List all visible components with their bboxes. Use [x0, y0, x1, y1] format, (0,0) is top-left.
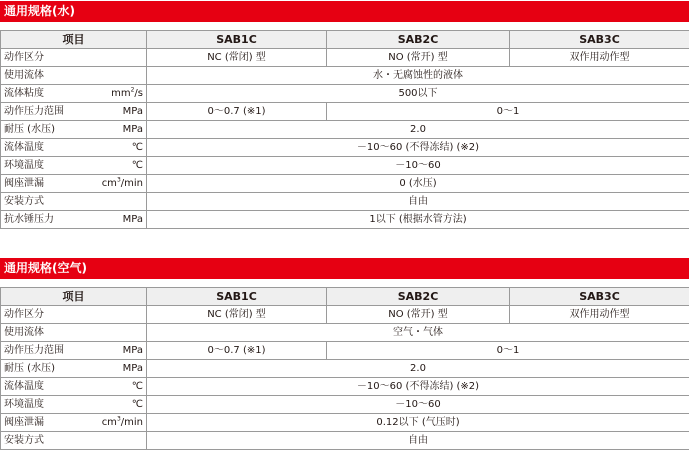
section-title-air: 通用规格(空气): [0, 258, 689, 279]
row-unit: MPa: [97, 121, 147, 139]
row-label: 流体温度: [1, 139, 97, 157]
row-label: 耐压 (水压): [1, 121, 97, 139]
row-unit: ℃: [97, 396, 147, 414]
table-header-row: [1, 31, 689, 49]
cell-value: 0～1: [327, 103, 689, 121]
cell-value: 0～0.7 (※1): [147, 342, 327, 360]
table-row: [1, 49, 689, 67]
row-unit: ℃: [97, 378, 147, 396]
cell-value: －10～60: [147, 157, 689, 175]
row-label: 安装方式: [1, 432, 147, 450]
cell-value: 双作用动作型: [510, 306, 689, 324]
row-label: 使用流体: [1, 67, 147, 85]
row-label: 流体粘度: [1, 85, 97, 103]
row-label: 抗水锤压力: [1, 211, 97, 229]
cell-value: NC (常闭) 型: [147, 306, 327, 324]
table-row: [1, 432, 689, 450]
header-item: 项目: [1, 288, 147, 306]
row-label: 动作压力范围: [1, 103, 97, 121]
header-sab2c: SAB2C: [327, 31, 510, 49]
row-unit: $mm^2/s$: [97, 85, 147, 103]
table-row: [1, 175, 689, 193]
cell-value: NC (常闭) 型: [147, 49, 327, 67]
table-row: [1, 103, 689, 121]
cell-value: －10～60 (不得冻结) (※2): [147, 139, 689, 157]
cell-value: 双作用动作型: [510, 49, 689, 67]
row-unit: MPa: [97, 342, 147, 360]
table-row: [1, 396, 689, 414]
table-row: [1, 85, 689, 103]
table-row: [1, 121, 689, 139]
cell-value: －10～60 (不得冻结) (※2): [147, 378, 689, 396]
table-row: [1, 414, 689, 432]
header-sab3c: SAB3C: [510, 31, 689, 49]
row-label: 环境温度: [1, 157, 97, 175]
table-row: [1, 378, 689, 396]
row-label: 阀座泄漏: [1, 414, 97, 432]
table-row: [1, 360, 689, 378]
row-label: 动作压力范围: [1, 342, 97, 360]
row-label: 阀座泄漏: [1, 175, 97, 193]
spec-table-water: [0, 30, 689, 229]
row-unit: MPa: [97, 211, 147, 229]
cell-value: 2.0: [147, 121, 689, 139]
cell-value: NO (常开) 型: [327, 306, 510, 324]
table-row: [1, 157, 689, 175]
cell-value: NO (常开) 型: [327, 49, 510, 67]
cell-value: 0～0.7 (※1): [147, 103, 327, 121]
row-label: 环境温度: [1, 396, 97, 414]
table-row: [1, 67, 689, 85]
cell-value: 0～1: [327, 342, 689, 360]
spec-table-air: [0, 287, 689, 450]
cell-value: 2.0: [147, 360, 689, 378]
table-row: [1, 193, 689, 211]
row-unit: MPa: [97, 360, 147, 378]
cell-value: 0 (水压): [147, 175, 689, 193]
section-title-water: 通用规格(水): [0, 1, 689, 22]
cell-value: 0.12以下 (气压时): [147, 414, 689, 432]
table-row: [1, 139, 689, 157]
row-label: 流体温度: [1, 378, 97, 396]
cell-value: 1以下 (根据水管方法): [147, 211, 689, 229]
table-row: [1, 324, 689, 342]
row-label: 安装方式: [1, 193, 147, 211]
cell-value: 水・无腐蚀性的液体: [147, 67, 689, 85]
table-row: [1, 306, 689, 324]
row-unit: $cm^3/\min$: [97, 175, 147, 193]
cell-value: 自由: [147, 432, 689, 450]
row-unit: MPa: [97, 103, 147, 121]
row-label: 动作区分: [1, 306, 147, 324]
table-row: [1, 342, 689, 360]
header-sab3c: SAB3C: [510, 288, 689, 306]
row-unit: ℃: [97, 139, 147, 157]
header-sab2c: SAB2C: [327, 288, 510, 306]
row-label: 使用流体: [1, 324, 147, 342]
cell-value: 自由: [147, 193, 689, 211]
header-sab1c: SAB1C: [147, 288, 327, 306]
header-sab1c: SAB1C: [147, 31, 327, 49]
table-header-row: [1, 288, 689, 306]
row-unit: $cm^3/\min$: [97, 414, 147, 432]
cell-value: 空气・气体: [147, 324, 689, 342]
row-label: 动作区分: [1, 49, 147, 67]
table-row: [1, 211, 689, 229]
row-label: 耐压 (水压): [1, 360, 97, 378]
cell-value: 500以下: [147, 85, 689, 103]
row-unit: ℃: [97, 157, 147, 175]
cell-value: －10～60: [147, 396, 689, 414]
header-item: 项目: [1, 31, 147, 49]
